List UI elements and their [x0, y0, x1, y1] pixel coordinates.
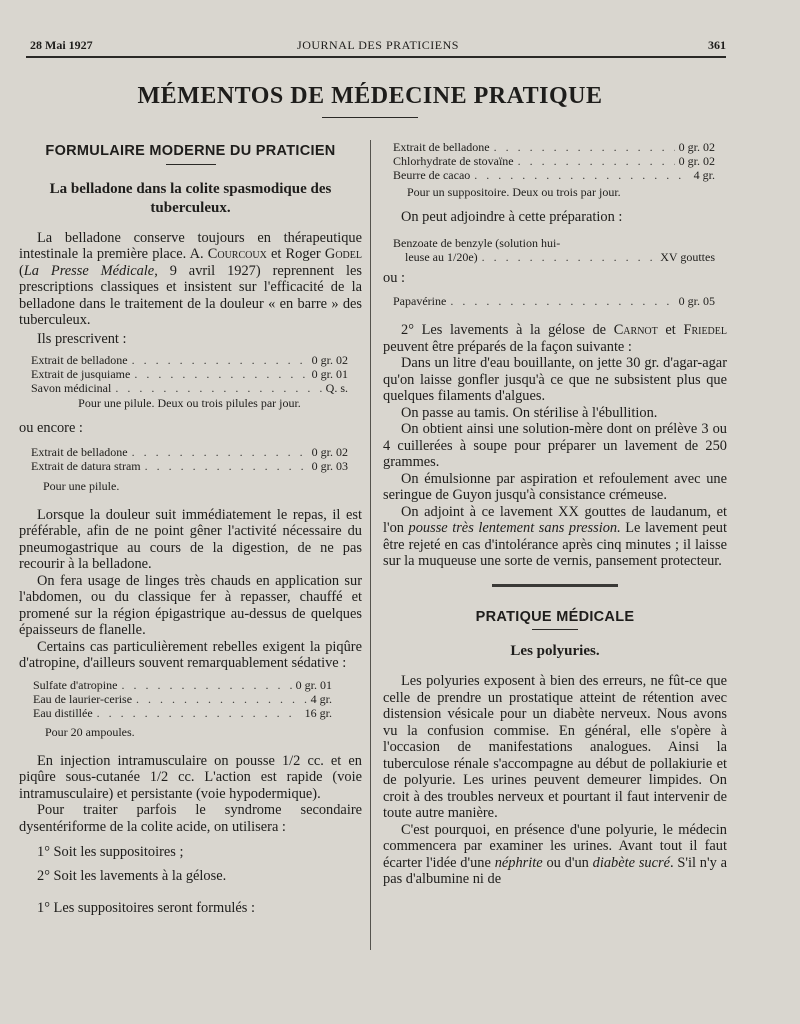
paragraph: ou encore :: [19, 420, 83, 436]
article-title-belladone: La belladone dans la colite spasmodique des tuberculeux.: [49, 180, 332, 216]
rx-line: Benzoate de benzyle (solution hui-: [393, 235, 561, 250]
paragraph: On fera usage de linges très chauds en application sur l'abdomen, ou du classique fer à repasser, chauffé et promené sur la région épigastrique au-dessus de quelques épaisseurs de flanelle.: [19, 572, 362, 638]
paragraph: C'est pourquoi, en présence d'une polyurie, le médecin commencera par examiner les urines. Avant tout il faut écarter l'idée d'une néphrite ou d'un diabète sucré. S'il n'y a pas d'albumine ni de: [383, 821, 727, 887]
rx-line: Eau distillée . . . 16 gr.: [33, 706, 332, 720]
paragraph: On peut adjoindre à cette préparation :: [401, 209, 623, 225]
rx-line: Papavérine . . . 0 gr. 05: [393, 294, 715, 308]
rx-line: Extrait de belladone . . . 0 gr. 02: [393, 140, 715, 154]
paragraph: On émulsionne par aspiration et refoulement avec une seringue de Guyon jusqu'à consistance crémeuse.: [383, 470, 727, 503]
rx-note: Pour une pilule. Deux ou trois pilules par jour.: [78, 396, 301, 410]
rx-line: Eau de laurier-cerise . . . 4 gr.: [33, 692, 332, 706]
rx-line: leuse au 1/20e) . . . XV gouttes: [393, 250, 715, 264]
list-item: 1° Les suppositoires seront formulés :: [37, 900, 255, 916]
right-column: [383, 140, 727, 888]
paragraph: En injection intramusculaire on pousse 1/2 cc. et en piqûre sous-cutanée 1/2 cc. L'action est rapide (voie intramusculaire) et persistante (voie hypodermique).: [19, 752, 362, 802]
rx-note: Pour une pilule.: [43, 478, 120, 493]
section-underline: [166, 164, 216, 165]
rx-line: Chlorhydrate de stovaïne . . . 0 gr. 02: [393, 154, 715, 168]
rx-line: Extrait de belladone . . . 0 gr. 02: [31, 445, 348, 459]
section-heading-pratique: PRATIQUE MÉDICALE: [475, 608, 635, 625]
paragraph: La belladone conserve toujours en thérapeutique intestinale la première place. A. Courcoux et Roger Godel (La Presse Médicale, 9 avril 1927) reprennent les prescriptions classiques et insistent sur l'efficacité de la belladone dans le traitement de la douleur « en barre » des tuberculeux.: [19, 229, 362, 328]
prescription-benzoate: [393, 236, 715, 264]
main-title: MÉMENTOS DE MÉDECINE PRATIQUE: [137, 83, 603, 109]
rx-note: Pour un suppositoire. Deux ou trois par jour.: [407, 185, 621, 199]
paragraph: On obtient ainsi une solution-mère dont on prélève 3 ou 4 cuillerées à soupe pour préparer un lavement de 250 grammes.: [383, 421, 727, 470]
rx-line: Extrait de belladone . . . 0 gr. 02: [31, 353, 348, 367]
prescription-pilule-1: [31, 353, 348, 410]
list-item: 2° Soit les lavements à la gélose.: [37, 867, 227, 884]
section-heading-formulaire: FORMULAIRE MODERNE DU PRATICIEN: [45, 143, 336, 159]
rx-note: Pour 20 ampoules.: [45, 724, 135, 739]
paragraph: On adjoint à ce lavement XX gouttes de laudanum, et l'on pousse très lentement sans pression. Le lavement peut être rejeté en cas d'intolérance après cinq minutes ; il laisse sur la muqueuse une sorte de vernis, pansement protecteur.: [383, 503, 727, 569]
page-number: 361: [708, 38, 726, 52]
rx-line: Extrait de jusquiame . . . 0 gr. 01: [31, 367, 348, 381]
paragraph: 2° Les lavements à la gélose de Carnot et Friedel peuvent être préparés de la façon suivante :: [383, 322, 727, 355]
paragraph: Pour traiter parfois le syndrome secondaire dysentériforme de la colite acide, on utilisera :: [19, 802, 362, 835]
prescription-suppositoire: [393, 140, 715, 199]
paragraph: Ils prescrivent :: [37, 330, 127, 347]
page-header: [30, 38, 726, 56]
section-underline: [532, 629, 578, 630]
section-separator: [492, 584, 618, 587]
header-rule: [26, 56, 726, 58]
prescription-ampoules: [33, 678, 332, 739]
list-item: 1° Soit les suppositoires ;: [37, 844, 184, 860]
paragraph: Les polyuries exposent à bien des erreurs, ne fût-ce que celle de prendre un prostatique atteint de rétention avec distension vésicale pour un diabète nerveux. Nous avons vu la confusion commise. En général, elle s'opère à l'occasion de manifestations analogues. Ainsi la tuberculose rénale s'accompagne au début de pollakiurie et de polyurie. Les urines peuvent demeurer limpides. On croit à des troubles nerveux et pourtant il faut intervenir de toute autre manière.: [383, 673, 727, 821]
prescription-papaverine: [393, 294, 715, 308]
journal-name: JOURNAL DES PRATICIENS: [297, 38, 459, 52]
rx-line: Sulfate d'atropine . . . 0 gr. 01: [33, 678, 332, 692]
rx-line: Beurre de cacao . . . 4 gr.: [393, 168, 715, 182]
article-title-polyuries: Les polyuries.: [510, 643, 600, 659]
left-column: [19, 143, 362, 917]
paragraph: Lorsque la douleur suit immédiatement le repas, il est préférable, afin de ne point gêner l'activité nécessaire du pneumogastrique au cours de la digestion, de ne pas recourir à la belladone.: [19, 506, 362, 572]
issue-date: 28 Mai 1927: [30, 38, 93, 52]
paragraph: On passe au tamis. On stérilise à l'ébullition.: [401, 404, 658, 421]
paragraph: ou :: [383, 269, 405, 286]
rx-line: Extrait de datura stram . . . 0 gr. 03: [31, 459, 348, 473]
title-underline: [322, 117, 418, 118]
rx-line: Savon médicinal . . . Q. s.: [31, 381, 348, 395]
paragraph: Certains cas particulièrement rebelles exigent la piqûre d'atropine, d'ailleurs souvent remarquablement sédative :: [19, 638, 362, 671]
prescription-pilule-2: [31, 445, 348, 493]
paragraph: Dans un litre d'eau bouillante, on jette 30 gr. d'agar-agar qu'on laisse gonfler jusqu'à ce que ne subsistent plus que quelques filaments d'algues.: [383, 355, 727, 404]
column-divider: [370, 140, 371, 950]
